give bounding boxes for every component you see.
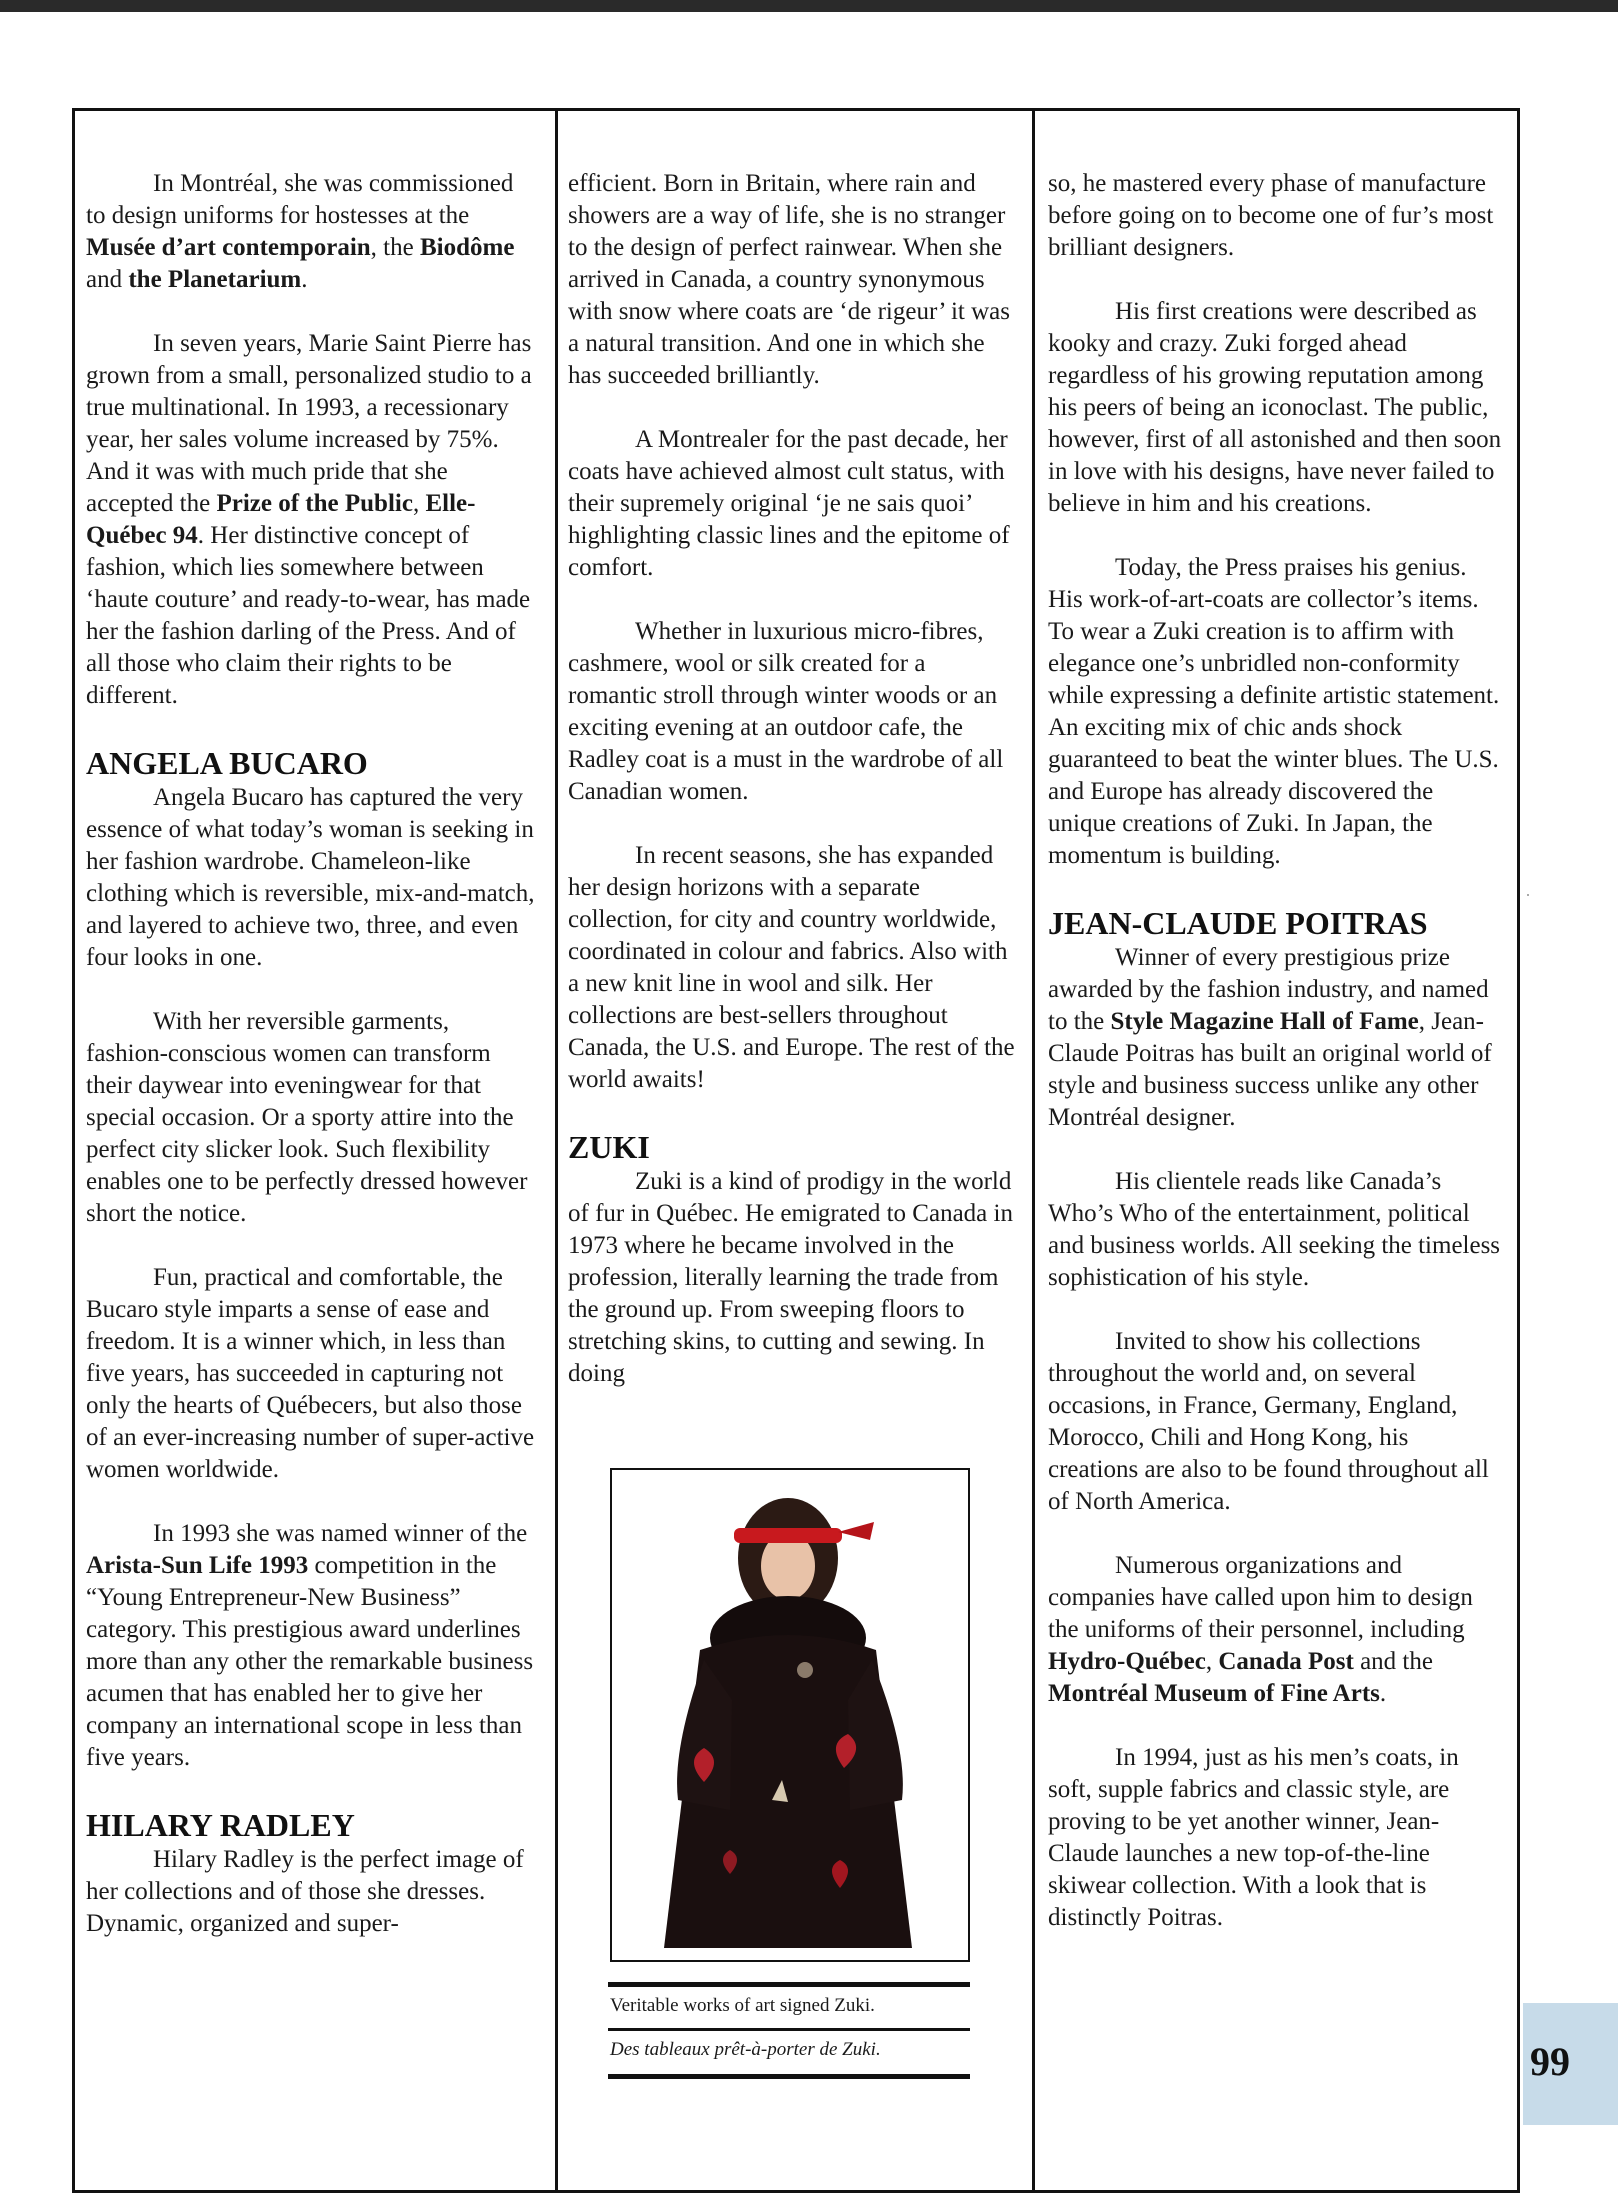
paragraph: In 1994, just as his men’s coats, in soft, supple fabrics and classic style, are proving to be yet another winner, Jean-Claude launches a new top-of-the-line skiwear collection. With a look that is distinctly Poitras. [1048, 1744, 1459, 1931]
paragraph: In recent seasons, she has expanded her design horizons with a separate collection, for city and country worldwide, coordinated in colour and fabrics. Also with a new knit line in wool and silk. Her collections are best-sellers throughout Canada, the U.S. and Europe. The rest of the world awaits! [568, 842, 1015, 1093]
column-1 [86, 168, 536, 1972]
column-divider-1 [555, 111, 558, 2191]
caption-rule-middle [608, 2028, 970, 2031]
paragraph: Today, the Press praises his genius. His work-of-art-coats are collector’s items. To wear a Zuki creation is to affirm with elegance one’s unbridled non-conformity while expressing a definite artistic statement. An exciting mix of chic ands shock guaranteed to beat the winter blues. The U.S. and Europe has already discovered the unique creations of Zuki. In Japan, the momentum is building. [1048, 554, 1500, 869]
paragraph: His first creations were described as kooky and crazy. Zuki forged ahead regardless of his growing reputation among his peers of being an iconoclast. The public, however, first of all astonished and then soon in love with his designs, have never failed to believe in him and his creations. [1048, 298, 1502, 517]
column-2 [568, 168, 1018, 1422]
paragraph: In Montréal, she was commissioned to design uniforms for hostesses at the Musée d’art contemporain, the Biodôme and the Planetarium. [86, 170, 515, 293]
section-heading-angela-bucaro: ANGELA BUCARO [86, 745, 368, 781]
paragraph: Numerous organizations and companies have called upon him to design the uniforms of their personnel, including Hydro-Québec, Canada Post and the Montréal Museum of Fine Arts. [1048, 1552, 1473, 1707]
margin-mark [1527, 894, 1529, 896]
photo-caption-english: Veritable works of art signed Zuki. [610, 1995, 875, 2016]
paragraph: Winner of every prestigious prize awarded by the fashion industry, and named to the Style Magazine Hall of Fame, Jean-Claude Poitras has built an original world of style and business success unlike any other Montréal designer. [1048, 944, 1492, 1131]
caption-rule-bottom [608, 2074, 970, 2079]
paragraph: In 1993 she was named winner of the Arista-Sun Life 1993 competition in the “Young Entrepreneur-New Business” category. This prestigious award underlines more than any other the remarkable business acumen that has enabled her to give her company an international scope in less than five years. [86, 1520, 534, 1771]
page-number: 99 [1530, 2039, 1570, 2084]
paragraph: In seven years, Marie Saint Pierre has grown from a small, personalized studio to a true multinational. In 1993, a recessionary year, her sales volume increased by 75%. And it was with much pride that she accepted the Prize of the Public, Elle-Québec 94. Her distinctive concept of fashion, which lies somewhere between ‘haute couture’ and ready-to-wear, has made her the fashion darling of the Press. And of all those who claim their rights to be different. [86, 330, 532, 709]
paragraph: Fun, practical and comfortable, the Bucaro style imparts a sense of ease and freedom. It is a winner which, in less than five years, has succeeded in capturing not only the hearts of Québecers, but also those of an ever-increasing number of super-active women worldwide. [86, 1264, 535, 1483]
paragraph: so, he mastered every phase of manufacture before going on to become one of fur’s most brilliant designers. [1048, 170, 1494, 261]
paragraph: A Montrealer for the past decade, her coats have achieved almost cult status, with their supremely original ‘je ne sais quoi’ highlighting classic lines and the epitome of comfort. [568, 426, 1010, 581]
section-heading-jean-claude-poitras: JEAN-CLAUDE POITRAS [1048, 905, 1428, 941]
paragraph: efficient. Born in Britain, where rain and showers are a way of life, she is no stranger to the design of perfect rainwear. When she arrived in Canada, a country synonymous with snow where coats are ‘de rigeur’ it was a natural transition. And one in which she has succeeded brilliantly. [568, 170, 1010, 389]
paragraph: Hilary Radley is the perfect image of her collections and of those she dresses. Dynamic, organized and super- [86, 1846, 524, 1937]
paragraph: His clientele reads like Canada’s Who’s Who of the entertainment, political and business worlds. All seeking the timeless sophistication of his style. [1048, 1168, 1501, 1291]
paragraph: With her reversible garments, fashion-conscious women can transform their daywear into eveningwear for that special occasion. Or a sporty attire into the perfect city slicker look. Such flexibility enables one to be perfectly dressed however short the notice. [86, 1008, 528, 1227]
paragraph: Zuki is a kind of prodigy in the world of fur in Québec. He emigrated to Canada in 1973 where he became involved in the profession, literally learning the trade from the ground up. From sweeping floors to stretching skins, to cutting and sewing. In doing [568, 1168, 1013, 1387]
top-edge-bar [0, 0, 1618, 12]
paragraph: Angela Bucaro has captured the very essence of what today’s woman is seeking in her fashion wardrobe. Chameleon-like clothing which is reversible, mix-and-match, and layered to achieve two, three, and even four looks in one. [86, 784, 535, 971]
caption-rule-top [608, 1982, 970, 1987]
paragraph: Whether in luxurious micro-fibres, cashmere, wool or silk created for a romantic stroll through winter woods or an exciting evening at an outdoor cafe, the Radley coat is a must in the wardrobe of all Canadian women. [568, 618, 1004, 805]
zuki-coat-photo [610, 1468, 970, 1962]
column-divider-2 [1032, 111, 1035, 2191]
model-in-fur-coat-image [612, 1470, 968, 1960]
section-heading-zuki: ZUKI [568, 1129, 650, 1165]
column-3 [1048, 168, 1504, 1966]
section-heading-hilary-radley: HILARY RADLEY [86, 1807, 355, 1843]
paragraph: Invited to show his collections throughout the world and, on several occasions, in France, Germany, England, Morocco, Chili and Hong Kong, his creations are also to be found throughout all of North America. [1048, 1328, 1489, 1515]
photo-caption-french: Des tableaux prêt-à-porter de Zuki. [610, 2039, 881, 2060]
